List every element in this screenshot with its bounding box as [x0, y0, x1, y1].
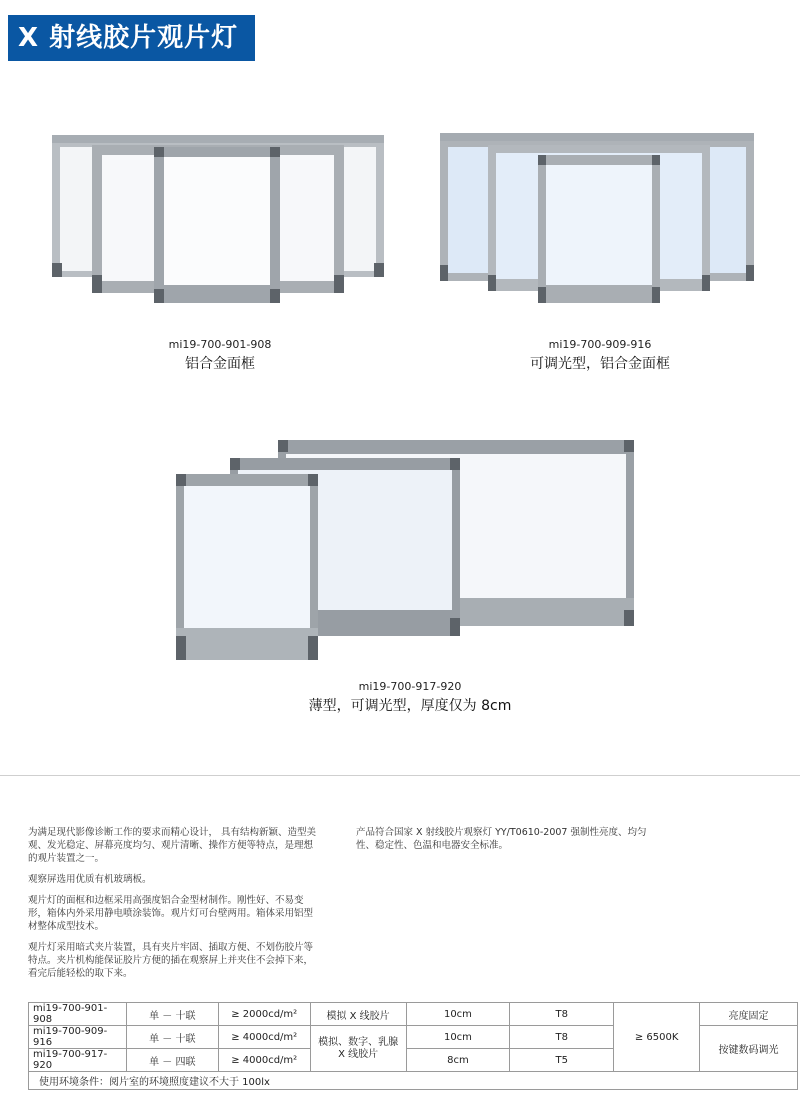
table-row [29, 1003, 798, 1026]
description-paragraph: 观察屏选用优质有机玻璃板。 [28, 874, 152, 885]
model-cell: mi19-700-901-908 [29, 1003, 127, 1026]
product-code: mi19-700-901-908 [168, 338, 272, 351]
product-image-3 [176, 440, 638, 666]
film-cell: 模拟 X 线胶片 [310, 1003, 406, 1026]
brightness-cell: ≥ 4000cd/m² [218, 1049, 310, 1072]
color-temp-cell: ≥ 6500K [614, 1003, 700, 1072]
brightness-cell: ≥ 2000cd/m² [218, 1003, 310, 1026]
dimming-cell: 按键数码调光 [700, 1026, 798, 1072]
product-image-2 [440, 133, 760, 309]
product-desc: 薄型，可调光型，厚度仅为 8cm [308, 698, 512, 714]
spec-table [28, 1002, 798, 1090]
product-image-1 [52, 133, 386, 309]
brightness-cell: ≥ 4000cd/m² [218, 1026, 310, 1049]
description-paragraph: 观片灯的面框和边框采用高强度铝合金型材制作。刚性好、不易变形，箱体内外采用静电喷涂装饰。观片灯可台壁两用。箱体采用铝型材整体成型技术。 [28, 895, 314, 932]
config-cell: 单 － 十联 [126, 1026, 218, 1049]
product-caption-3 [290, 680, 530, 715]
usage-conditions: 使用环境条件：阅片室的环境照度建议不大于 100lx [29, 1072, 798, 1090]
tube-cell: T8 [510, 1003, 614, 1026]
description-paragraph: 产品符合国家 X 射线胶片观察灯 YY/T0610-2007 强制性亮度、均匀性、稳定性、色温和电器安全标准。 [356, 827, 647, 851]
config-cell: 单 － 十联 [126, 1003, 218, 1026]
dimming-cell: 亮度固定 [700, 1003, 798, 1026]
product-code: mi19-700-917-920 [358, 680, 462, 693]
thickness-cell: 8cm [406, 1049, 510, 1072]
model-cell: mi19-700-909-916 [29, 1026, 127, 1049]
description-paragraph: 为满足现代影像诊断工作的要求而精心设计， 具有结构新颖、造型美观、发光稳定、屏幕亮度均匀、观片清晰、操作方便等特点，是理想的观片装置之一。 [28, 827, 317, 864]
product-desc: 可调光型，铝合金面框 [530, 356, 670, 372]
product-caption-2 [515, 338, 685, 373]
thickness-cell: 10cm [406, 1026, 510, 1049]
description-left [28, 826, 320, 988]
product-desc: 铝合金面框 [185, 356, 255, 372]
product-caption-1 [140, 338, 300, 373]
table-row [29, 1072, 798, 1090]
thickness-cell: 10cm [406, 1003, 510, 1026]
tube-cell: T5 [510, 1049, 614, 1072]
description-right [356, 826, 656, 860]
film-cell: 模拟、数字、乳腺 X 线胶片 [310, 1026, 406, 1072]
config-cell: 单 － 四联 [126, 1049, 218, 1072]
page-title: X 射线胶片观片灯 [8, 15, 255, 61]
description-paragraph: 观片灯采用暗式夹片装置，具有夹片牢固、插取方便、不划伤胶片等特点。夹片机构能保证胶片方便的插在观察屏上并夹住不会掉下来，看完后能轻松的取下来。 [28, 942, 314, 979]
tube-cell: T8 [510, 1026, 614, 1049]
section-divider [0, 775, 800, 776]
model-cell: mi19-700-917-920 [29, 1049, 127, 1072]
product-code: mi19-700-909-916 [548, 338, 652, 351]
